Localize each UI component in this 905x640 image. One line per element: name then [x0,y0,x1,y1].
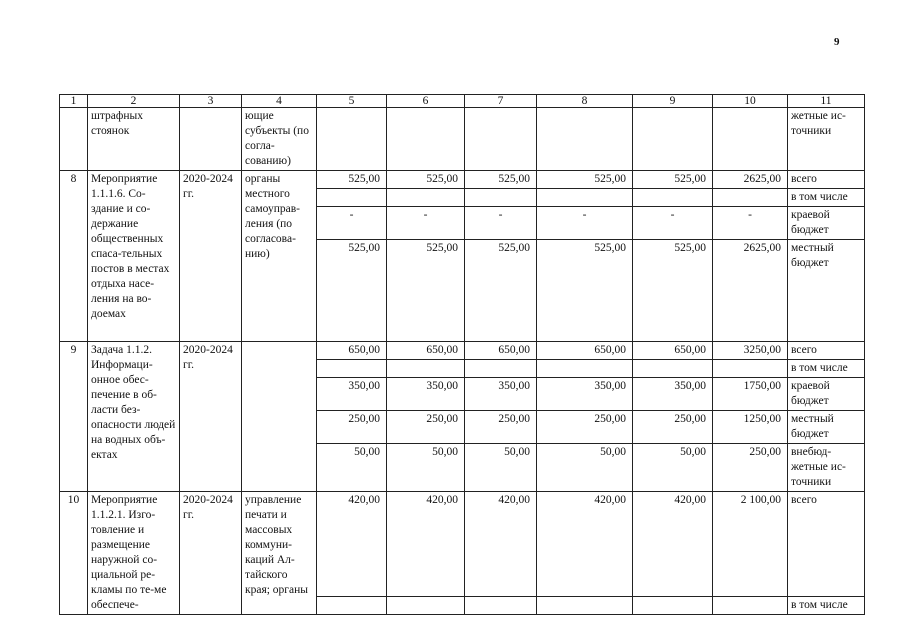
source-cell: в том числе [788,189,865,207]
executor-cell: ющие субъекты (по согла-сованию) [242,108,317,171]
source-cell: всего [788,492,865,597]
value-cell: 1250,00 [713,411,788,444]
header-cell: 10 [713,95,788,108]
value-cell: 50,00 [537,444,633,492]
header-cell: 8 [537,95,633,108]
value-cell: 250,00 [633,411,713,444]
value-cell: - [387,207,465,240]
source-cell: всего [788,342,865,360]
period-cell: 2020-2024 гг. [180,171,242,342]
name-cell: Мероприятие 1.1.2.1. Изго-товление и размещение наружной со-циальной ре-кламы по те-ме обеспече- [88,492,180,615]
page-number: 9 [834,36,840,48]
value-cell: 420,00 [633,492,713,597]
header-cell: 4 [242,95,317,108]
value-cell: 50,00 [317,444,387,492]
value-cell: - [465,207,537,240]
value-cell: 350,00 [633,378,713,411]
header-cell: 2 [88,95,180,108]
period-cell: 2020-2024 гг. [180,342,242,492]
value-cell: 2625,00 [713,240,788,342]
value-cell: 350,00 [537,378,633,411]
table-row [60,492,865,597]
header-cell: 6 [387,95,465,108]
value-cell: 50,00 [465,444,537,492]
value-cell: 350,00 [387,378,465,411]
value-cell: 2 100,00 [713,492,788,597]
value-cell: - [713,207,788,240]
executor-cell: управление печати и массовых коммуни-каций Ал-тайского края; органы [242,492,317,615]
value-cell: 250,00 [713,444,788,492]
value-cell: 250,00 [317,411,387,444]
source-cell: краевой бюджет [788,207,865,240]
table-row [60,171,865,189]
value-cell: 525,00 [537,171,633,189]
value-cell: 350,00 [465,378,537,411]
value-cell: 650,00 [465,342,537,360]
value-cell: 525,00 [537,240,633,342]
source-cell: краевой бюджет [788,378,865,411]
source-cell: внебюд-жетные ис-точники [788,444,865,492]
table-row [60,108,865,171]
value-cell: 420,00 [465,492,537,597]
source-cell: местный бюджет [788,411,865,444]
header-cell: 3 [180,95,242,108]
value-cell: 650,00 [633,342,713,360]
value-cell: 650,00 [387,342,465,360]
value-cell: - [633,207,713,240]
source-cell: в том числе [788,360,865,378]
value-cell: 525,00 [465,171,537,189]
budget-table [59,94,865,615]
value-cell: - [317,207,387,240]
source-cell: в том числе [788,596,865,614]
name-cell: Мероприятие 1.1.1.6. Со-здание и со-держание общественных спаса-тельных постов в местах отдыха насе-ления на во-доемах [88,171,180,342]
value-cell: 420,00 [317,492,387,597]
value-cell: 420,00 [387,492,465,597]
executor-cell: органы местного самоуправ-ления (по согласова-нию) [242,171,317,342]
value-cell: 250,00 [387,411,465,444]
value-cell: 1750,00 [713,378,788,411]
name-cell: Задача 1.1.2. Информаци-онное обес-печение в об-ласти без-опасности людей на водных объ-ектах [88,342,180,492]
period-cell: 2020-2024 гг. [180,492,242,615]
num-cell: 8 [60,171,88,342]
value-cell: 525,00 [465,240,537,342]
header-cell: 1 [60,95,88,108]
header-cell: 11 [788,95,865,108]
header-cell: 5 [317,95,387,108]
value-cell: 420,00 [537,492,633,597]
executor-cell [242,342,317,492]
value-cell: 525,00 [633,240,713,342]
value-cell: 250,00 [537,411,633,444]
value-cell: 525,00 [317,171,387,189]
value-cell: 50,00 [387,444,465,492]
name-cell: штрафных стоянок [88,108,180,171]
value-cell: 525,00 [387,240,465,342]
value-cell: 525,00 [387,171,465,189]
value-cell: 350,00 [317,378,387,411]
header-row [60,95,865,108]
value-cell: 650,00 [317,342,387,360]
num-cell: 10 [60,492,88,615]
value-cell: - [537,207,633,240]
value-cell: 2625,00 [713,171,788,189]
num-cell [60,108,88,171]
source-cell: местный бюджет [788,240,865,342]
value-cell: 525,00 [317,240,387,342]
table-row [60,342,865,360]
value-cell: 50,00 [633,444,713,492]
num-cell: 9 [60,342,88,492]
value-cell: 250,00 [465,411,537,444]
value-cell: 650,00 [537,342,633,360]
value-cell: 525,00 [633,171,713,189]
value-cell: 3250,00 [713,342,788,360]
source-cell: жетные ис-точники [788,108,865,171]
period-cell [180,108,242,171]
header-cell: 9 [633,95,713,108]
header-cell: 7 [465,95,537,108]
source-cell: всего [788,171,865,189]
